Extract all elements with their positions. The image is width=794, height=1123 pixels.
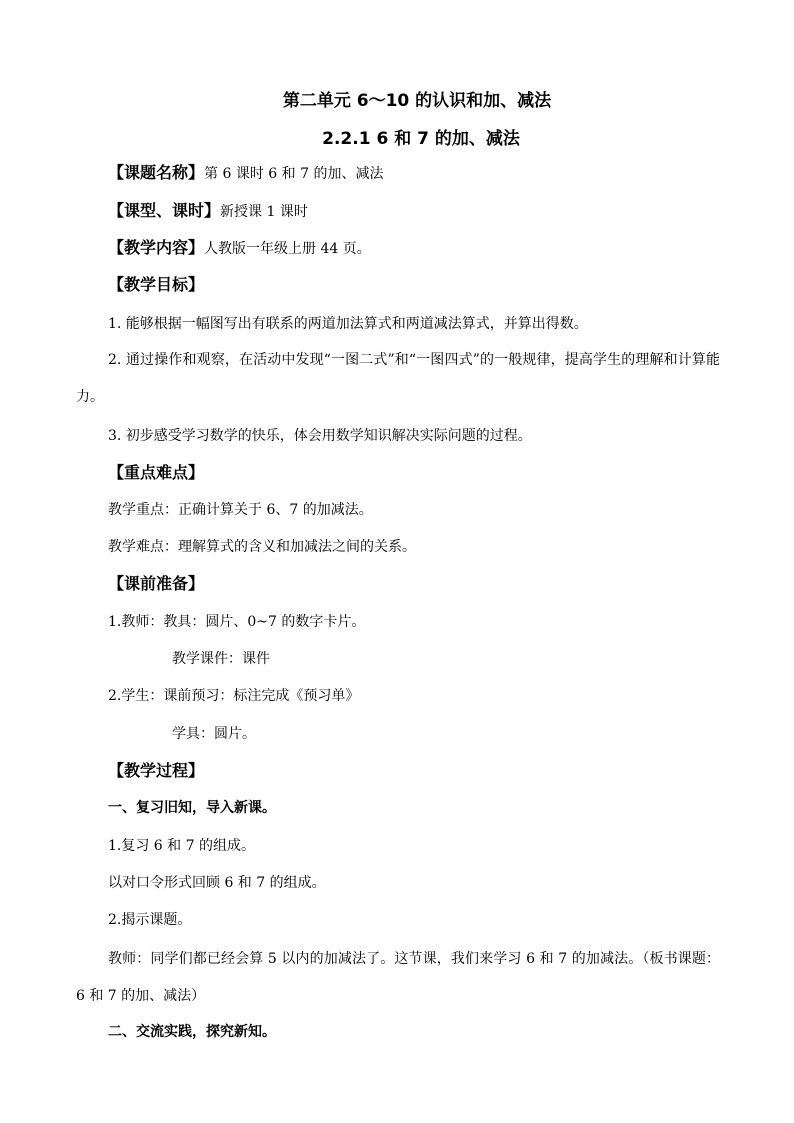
teaching-content-row — [108, 238, 371, 259]
teaching-content-value: 人教版一年级上册 44 页。 — [204, 241, 371, 257]
lesson-type-row — [108, 201, 308, 222]
step-1: 1.复习 6 和 7 的组成。 — [108, 838, 255, 854]
teacher-talk: 教师：同学们都已经会算 5 以内的加减法了。这节课，我们来学习 6 和 7 的加减法。（板书课题：6 和 7 的加、减法） — [76, 951, 720, 1004]
section-1-heading: 一、复习旧知，导入新课。 — [108, 800, 276, 816]
student-preparation: 2.学生：课前预习：标注完成《预习单》 — [108, 688, 360, 704]
preparation-heading: 【课前准备】 — [108, 574, 205, 593]
process-heading: 【教学过程】 — [108, 761, 205, 780]
teacher-preparation: 1.教师：教具：圆片、0~7 的数字卡片。 — [108, 614, 366, 630]
key-points-heading: 【重点难点】 — [108, 463, 205, 482]
step-2: 2.揭示课题。 — [108, 912, 192, 928]
goal-item-1: 1. 能够根据一幅图写出有联系的两道加法算式和两道减法算式，并算出得数。 — [108, 316, 588, 332]
lesson-name-value: 第 6 课时 6 和 7 的加、减法 — [204, 166, 384, 182]
teacher-courseware: 教学课件：课件 — [172, 651, 270, 667]
lesson-type-label: 【课型、课时】 — [108, 201, 221, 220]
lesson-title: 2.2.1 6 和 7 的加、减法 — [322, 129, 520, 149]
goal-item-3: 3. 初步感受学习数学的快乐，体会用数学知识解决实际问题的过程。 — [108, 428, 532, 444]
section-2-heading: 二、交流实践，探究新知。 — [108, 1024, 276, 1040]
unit-title: 第二单元 6～10 的认识和加、减法 — [282, 91, 552, 111]
goal-item-2: 2. 通过操作和观察，在活动中发现“一图二式”和“一图四式”的一般规律，提高学生的理解和计算能力。 — [76, 352, 720, 405]
goals-heading: 【教学目标】 — [108, 275, 205, 294]
teaching-content-label: 【教学内容】 — [108, 238, 205, 257]
lesson-name-label: 【课题名称】 — [108, 163, 205, 182]
student-tools: 学具：圆片。 — [172, 726, 256, 742]
lesson-type-value: 新授课 1 课时 — [220, 204, 308, 220]
teaching-difficulty: 教学难点：理解算式的含义和加减法之间的关系。 — [108, 539, 416, 555]
step-1-detail: 以对口令形式回顾 6 和 7 的组成。 — [108, 875, 326, 891]
lesson-name-row — [108, 163, 383, 184]
teaching-focus: 教学重点：正确计算关于 6、7 的加减法。 — [108, 502, 373, 518]
